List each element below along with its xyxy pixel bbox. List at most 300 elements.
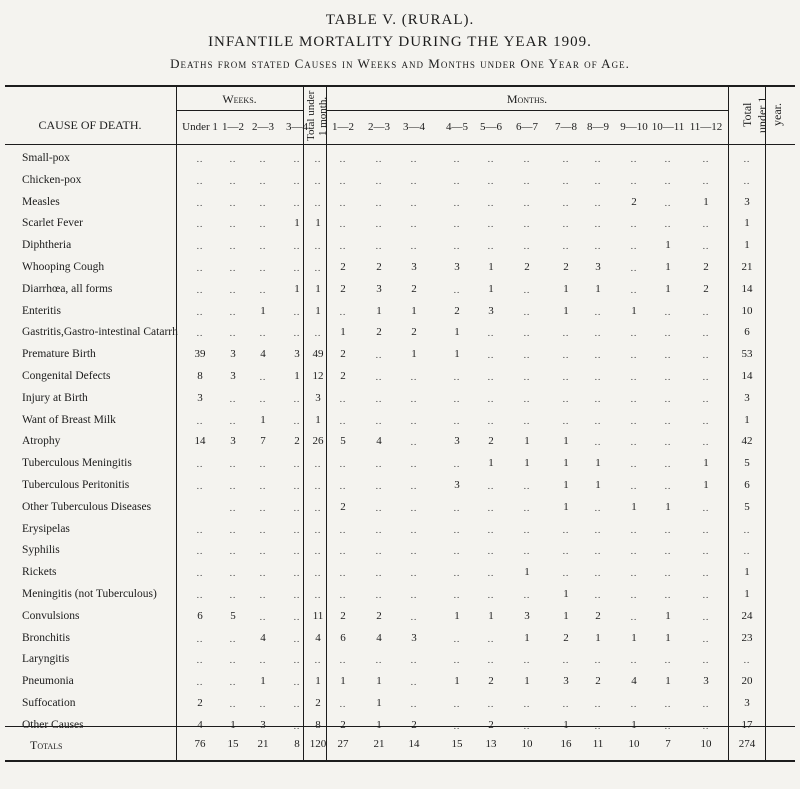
table-cell: 1 bbox=[376, 675, 382, 688]
week-col-header: 1—2 bbox=[222, 121, 244, 133]
table-cell: .. bbox=[410, 568, 418, 579]
table-cell: .. bbox=[702, 372, 710, 382]
bottom-rule bbox=[5, 760, 795, 762]
row-label: Injury at Birth bbox=[22, 391, 88, 404]
table-cell: .. bbox=[293, 393, 301, 404]
table-cell: .. bbox=[259, 284, 267, 295]
table-cell: 3 bbox=[454, 261, 460, 273]
table-cell: 2 bbox=[376, 326, 382, 339]
table-cell: .. bbox=[453, 590, 461, 600]
table-cell: 2 bbox=[340, 348, 346, 361]
table-cell: .. bbox=[410, 524, 418, 535]
table-subtitle: INFANTILE MORTALITY DURING THE YEAR 1909. bbox=[208, 34, 592, 50]
table-cell: .. bbox=[594, 415, 602, 426]
table-cell: .. bbox=[293, 590, 301, 600]
table-cell: .. bbox=[562, 350, 570, 361]
table-cell: .. bbox=[594, 502, 602, 513]
table-cell: 24 bbox=[741, 609, 753, 622]
table-cell: .. bbox=[293, 568, 301, 579]
table-cell: .. bbox=[487, 655, 495, 666]
table-cell: 1 bbox=[665, 282, 671, 295]
table-cell: .. bbox=[229, 633, 237, 644]
table-cell: .. bbox=[196, 306, 204, 317]
table-cell: .. bbox=[664, 481, 672, 491]
table-cell: .. bbox=[702, 393, 710, 404]
table-cell: .. bbox=[293, 677, 301, 688]
table-cell: 1 bbox=[454, 675, 460, 688]
table-cell: 1 bbox=[703, 457, 709, 470]
table-cell: 1 bbox=[315, 217, 321, 230]
month-col-header: 8—9 bbox=[587, 121, 609, 133]
table-cell: 4 bbox=[376, 631, 382, 644]
table-cell: 5 bbox=[340, 435, 346, 448]
table-cell: 1 bbox=[524, 435, 530, 448]
table-cell: 3 bbox=[454, 479, 460, 491]
table-cell: .. bbox=[314, 546, 322, 557]
row-label: Pneumonia bbox=[22, 675, 74, 688]
table-cell: 12 bbox=[312, 370, 324, 382]
table-cell: 4 bbox=[260, 348, 266, 361]
table-cell: .. bbox=[562, 415, 570, 426]
table-cell: .. bbox=[453, 546, 461, 557]
table-cell: .. bbox=[229, 568, 237, 579]
table-cell: .. bbox=[562, 524, 570, 535]
table-cell: .. bbox=[375, 372, 383, 382]
table-cell: 2 bbox=[631, 195, 637, 208]
table-cell: .. bbox=[453, 699, 461, 709]
table-cell: .. bbox=[523, 524, 531, 535]
row-label: Want of Breast Milk bbox=[22, 413, 116, 426]
table-cell: 1 bbox=[454, 326, 460, 339]
table-cell: 1 bbox=[315, 304, 321, 317]
table-cell: .. bbox=[375, 655, 383, 666]
table-cell: .. bbox=[453, 154, 461, 164]
table-cell: .. bbox=[702, 415, 710, 426]
month-col-header: 2—3 bbox=[368, 121, 390, 133]
month-col-header: 10—11 bbox=[651, 121, 685, 133]
table-cell: 14 bbox=[741, 370, 753, 382]
row-label: Rickets bbox=[22, 566, 57, 579]
table-cell: 3 bbox=[376, 282, 382, 295]
table-cell: 6 bbox=[197, 609, 203, 622]
table-cell: 1 bbox=[703, 195, 709, 208]
table-cell: .. bbox=[523, 372, 531, 382]
table-cell: .. bbox=[410, 219, 418, 230]
table-cell: .. bbox=[196, 241, 204, 252]
table-cell: .. bbox=[523, 655, 531, 666]
table-cell: 1 bbox=[595, 631, 601, 644]
table-cell: .. bbox=[259, 372, 267, 382]
table-cell: .. bbox=[453, 720, 461, 731]
table-cell: .. bbox=[487, 350, 495, 361]
table-cell: 5 bbox=[230, 609, 236, 622]
table-cell: .. bbox=[702, 306, 710, 317]
table-cell: .. bbox=[562, 568, 570, 579]
row-label: Measles bbox=[22, 195, 60, 208]
month-col-header: 11—12 bbox=[689, 121, 723, 133]
table-cell: .. bbox=[339, 393, 347, 404]
week-col-header: 2—3 bbox=[252, 121, 274, 133]
table-cell: .. bbox=[339, 568, 347, 579]
row-label: Other Tuberculous Diseases bbox=[22, 500, 152, 513]
table-cell: 2 bbox=[376, 261, 382, 273]
table-cell: 3 bbox=[230, 435, 236, 448]
table-cell: .. bbox=[453, 393, 461, 404]
table-cell: .. bbox=[196, 546, 204, 557]
table-cell: .. bbox=[453, 633, 461, 644]
table-cell: 3 bbox=[703, 675, 709, 688]
table-cell: .. bbox=[229, 481, 237, 491]
table-title: TABLE V. (RURAL). bbox=[325, 12, 475, 28]
table-cell: .. bbox=[743, 546, 751, 557]
table-cell: .. bbox=[410, 611, 418, 622]
table-cell: .. bbox=[594, 241, 602, 252]
table-cell: .. bbox=[630, 154, 638, 164]
totals-cell: 10 bbox=[700, 738, 712, 750]
table-cell: .. bbox=[314, 154, 322, 164]
table-cell: .. bbox=[594, 524, 602, 535]
row-label: Laryngitis bbox=[22, 653, 70, 666]
table-cell: 1 bbox=[631, 718, 637, 731]
table-cell: 1 bbox=[563, 718, 569, 731]
table-cell: .. bbox=[229, 415, 237, 426]
table-cell: .. bbox=[314, 481, 322, 491]
table-cell: .. bbox=[339, 306, 347, 317]
weeks-header: Weeks. bbox=[222, 92, 257, 106]
table-cell: .. bbox=[562, 328, 570, 339]
table-cell: .. bbox=[487, 372, 495, 382]
table-cell: .. bbox=[375, 197, 383, 208]
table-cell: .. bbox=[259, 328, 267, 339]
table-cell: .. bbox=[594, 546, 602, 557]
table-cell: 5 bbox=[744, 457, 750, 470]
table-cell: .. bbox=[562, 655, 570, 666]
table-cell: .. bbox=[630, 459, 638, 470]
table-cell: .. bbox=[523, 284, 531, 295]
table-cell: .. bbox=[339, 154, 347, 164]
table-cell: .. bbox=[594, 175, 602, 186]
table-cell: .. bbox=[229, 284, 237, 295]
table-cell: .. bbox=[630, 568, 638, 579]
table-cell: .. bbox=[453, 175, 461, 186]
table-cell: .. bbox=[339, 590, 347, 600]
table-cell: .. bbox=[339, 546, 347, 557]
table-cell: .. bbox=[487, 699, 495, 709]
table-cell: 1 bbox=[563, 435, 569, 448]
column-divider bbox=[728, 86, 729, 760]
table-cell: .. bbox=[562, 372, 570, 382]
table-cell: .. bbox=[314, 197, 322, 208]
table-cell: .. bbox=[196, 655, 204, 666]
table-cell: .. bbox=[314, 263, 322, 273]
table-cell: .. bbox=[293, 611, 301, 622]
table-cell: .. bbox=[562, 175, 570, 186]
table-cell: .. bbox=[487, 415, 495, 426]
table-cell: .. bbox=[702, 590, 710, 600]
table-cell: 1 bbox=[665, 609, 671, 622]
table-cell: .. bbox=[664, 350, 672, 361]
table-cell: 3 bbox=[197, 391, 203, 404]
weeks-subrule bbox=[176, 110, 303, 111]
table-cell: .. bbox=[259, 241, 267, 252]
table-cell: .. bbox=[630, 372, 638, 382]
table-cell: 4 bbox=[376, 435, 382, 448]
table-cell: .. bbox=[229, 197, 237, 208]
table-cell: .. bbox=[453, 372, 461, 382]
table-cell: .. bbox=[487, 175, 495, 186]
totals-cell: 7 bbox=[665, 738, 671, 750]
table-cell: .. bbox=[630, 415, 638, 426]
table-cell: .. bbox=[339, 415, 347, 426]
table-cell: .. bbox=[339, 481, 347, 491]
table-cell: .. bbox=[375, 219, 383, 230]
table-cell: .. bbox=[562, 546, 570, 557]
table-cell: 5 bbox=[744, 500, 750, 513]
table-cell: .. bbox=[664, 546, 672, 557]
table-cell: .. bbox=[743, 175, 751, 186]
totals-cell: 27 bbox=[337, 738, 349, 750]
table-cell: .. bbox=[259, 481, 267, 491]
table-cell: 1 bbox=[744, 217, 750, 230]
table-cell: 2 bbox=[340, 261, 346, 273]
table-cell: .. bbox=[410, 481, 418, 491]
table-cell: .. bbox=[229, 590, 237, 600]
total-month-header: Total under 1 month. bbox=[305, 90, 329, 142]
table-cell: 6 bbox=[744, 479, 750, 491]
table-cell: .. bbox=[453, 197, 461, 208]
table-cell: 3 bbox=[315, 391, 321, 404]
table-cell: 1 bbox=[376, 697, 382, 709]
table-cell: .. bbox=[523, 415, 531, 426]
table-cell: 1 bbox=[744, 239, 750, 252]
table-cell: .. bbox=[229, 175, 237, 186]
table-cell: .. bbox=[410, 546, 418, 557]
table-cell: .. bbox=[293, 481, 301, 491]
table-cell: 1 bbox=[563, 588, 569, 600]
table-cell: .. bbox=[594, 568, 602, 579]
table-cell: 1 bbox=[294, 282, 300, 295]
table-cell: .. bbox=[664, 590, 672, 600]
table-cell: .. bbox=[487, 546, 495, 557]
table-cell: .. bbox=[375, 546, 383, 557]
table-cell: 1 bbox=[631, 304, 637, 317]
table-cell: .. bbox=[664, 437, 672, 448]
months-subrule bbox=[326, 110, 728, 111]
table-cell: .. bbox=[229, 459, 237, 470]
table-cell: 1 bbox=[563, 304, 569, 317]
table-cell: .. bbox=[293, 699, 301, 709]
table-cell: 20 bbox=[741, 675, 753, 688]
table-cell: .. bbox=[314, 655, 322, 666]
table-cell: .. bbox=[594, 328, 602, 339]
table-cell: .. bbox=[594, 590, 602, 600]
table-cell: .. bbox=[293, 263, 301, 273]
table-cell: 1 bbox=[315, 413, 321, 426]
table-cell: .. bbox=[630, 546, 638, 557]
table-cell: 3 bbox=[411, 631, 417, 644]
table-cell: .. bbox=[314, 459, 322, 470]
table-cell: .. bbox=[229, 393, 237, 404]
table-cell: .. bbox=[293, 524, 301, 535]
table-cell: 3 bbox=[454, 435, 460, 448]
top-rule bbox=[5, 85, 795, 87]
table-cell: .. bbox=[293, 241, 301, 252]
table-cell: .. bbox=[487, 328, 495, 339]
table-cell: 6 bbox=[744, 326, 750, 339]
table-cell: .. bbox=[487, 241, 495, 252]
table-cell: 14 bbox=[741, 282, 753, 295]
table-cell: 2 bbox=[595, 609, 601, 622]
table-cell: .. bbox=[410, 393, 418, 404]
months-header: Months. bbox=[506, 92, 548, 106]
row-label: Diarrhœa, all forms bbox=[22, 282, 113, 295]
table-cell: .. bbox=[375, 459, 383, 470]
table-cell: 1 bbox=[376, 718, 382, 731]
table-cell: 23 bbox=[741, 631, 753, 644]
table-cell: .. bbox=[259, 219, 267, 230]
table-cell: .. bbox=[259, 502, 267, 513]
row-label: Chicken-pox bbox=[22, 173, 82, 186]
totals-cell: 16 bbox=[560, 738, 572, 750]
table-cell: 53 bbox=[741, 348, 753, 361]
month-col-header: 6—7 bbox=[516, 121, 538, 133]
table-cell: .. bbox=[196, 154, 204, 164]
row-label: Whooping Cough bbox=[22, 261, 105, 273]
table-cell: .. bbox=[664, 720, 672, 731]
table-cell: .. bbox=[453, 284, 461, 295]
totals-cell: 10 bbox=[521, 738, 533, 750]
table-cell: 1 bbox=[524, 631, 530, 644]
table-cell: 8 bbox=[315, 718, 321, 731]
table-cell: 3 bbox=[230, 348, 236, 361]
table-cell: 2 bbox=[563, 261, 569, 273]
table-cell: .. bbox=[487, 633, 495, 644]
table-cell: 2 bbox=[340, 370, 346, 382]
totals-cell: 13 bbox=[485, 738, 497, 750]
table-cell: .. bbox=[453, 502, 461, 513]
table-cell: .. bbox=[410, 154, 418, 164]
table-cell: .. bbox=[293, 459, 301, 470]
table-cell: .. bbox=[259, 263, 267, 273]
table-cell: 1 bbox=[563, 282, 569, 295]
table-cell: 3 bbox=[744, 391, 750, 404]
totals-cell: 10 bbox=[628, 738, 640, 750]
table-cell: 26 bbox=[312, 435, 324, 448]
row-label: Tuberculous Meningitis bbox=[22, 457, 132, 470]
table-cell: 2 bbox=[340, 500, 346, 513]
table-cell: .. bbox=[743, 655, 751, 666]
table-cell: .. bbox=[664, 393, 672, 404]
table-cell: .. bbox=[375, 524, 383, 535]
table-cell: .. bbox=[664, 154, 672, 164]
table-cell: 1 bbox=[411, 304, 417, 317]
table-cell: .. bbox=[453, 219, 461, 230]
table-caption: Deaths from stated Causes in Weeks and Months under One Year of Age. bbox=[170, 56, 630, 71]
table-cell: .. bbox=[630, 263, 638, 273]
table-cell: .. bbox=[375, 590, 383, 600]
table-cell: .. bbox=[664, 175, 672, 186]
table-cell: .. bbox=[339, 699, 347, 709]
table-cell: .. bbox=[229, 502, 237, 513]
table-cell: .. bbox=[229, 241, 237, 252]
table-cell: 1 bbox=[665, 500, 671, 513]
row-label: Convulsions bbox=[22, 609, 80, 622]
table-cell: 7 bbox=[260, 435, 266, 448]
table-cell: 1 bbox=[488, 457, 494, 470]
table-cell: .. bbox=[562, 197, 570, 208]
table-cell: .. bbox=[229, 655, 237, 666]
table-cell: 2 bbox=[411, 326, 417, 339]
totals-cell: 15 bbox=[227, 738, 239, 750]
column-divider bbox=[176, 86, 177, 760]
table-cell: 1 bbox=[703, 479, 709, 491]
table-cell: .. bbox=[229, 524, 237, 535]
table-cell: .. bbox=[229, 306, 237, 317]
table-cell: 11 bbox=[312, 609, 324, 622]
table-cell: .. bbox=[594, 350, 602, 361]
table-cell: .. bbox=[523, 502, 531, 513]
table-cell: 10 bbox=[741, 304, 753, 317]
table-cell: 3 bbox=[744, 195, 750, 208]
table-cell: .. bbox=[523, 481, 531, 491]
table-cell: 2 bbox=[411, 282, 417, 295]
table-cell: .. bbox=[702, 611, 710, 622]
table-cell: .. bbox=[229, 328, 237, 339]
table-cell: 3 bbox=[595, 261, 601, 273]
table-cell: .. bbox=[702, 154, 710, 164]
table-cell: 1 bbox=[294, 370, 300, 382]
totals-cell: 274 bbox=[738, 738, 756, 750]
table-cell: 1 bbox=[595, 457, 601, 470]
table-cell: .. bbox=[410, 175, 418, 186]
row-label: Premature Birth bbox=[22, 348, 96, 361]
table-cell: .. bbox=[630, 699, 638, 709]
table-cell: 1 bbox=[665, 675, 671, 688]
table-cell: .. bbox=[293, 415, 301, 426]
table-cell: .. bbox=[523, 350, 531, 361]
table-cell: .. bbox=[702, 328, 710, 339]
month-col-header: 7—8 bbox=[555, 121, 577, 133]
table-cell: .. bbox=[259, 655, 267, 666]
table-cell: 1 bbox=[488, 282, 494, 295]
table-cell: .. bbox=[630, 481, 638, 491]
table-cell: .. bbox=[293, 655, 301, 666]
table-cell: 2 bbox=[524, 261, 530, 273]
row-label: Scarlet Fever bbox=[22, 217, 83, 230]
table-cell: .. bbox=[229, 263, 237, 273]
table-cell: .. bbox=[562, 393, 570, 404]
table-cell: .. bbox=[339, 524, 347, 535]
table-cell: .. bbox=[487, 393, 495, 404]
table-cell: .. bbox=[594, 699, 602, 709]
table-cell: .. bbox=[196, 677, 204, 688]
table-cell: .. bbox=[743, 524, 751, 535]
table-cell: .. bbox=[259, 459, 267, 470]
table-cell: 1 bbox=[563, 457, 569, 470]
table-cell: .. bbox=[664, 568, 672, 579]
table-cell: .. bbox=[562, 699, 570, 709]
table-cell: 1 bbox=[488, 609, 494, 622]
table-cell: .. bbox=[410, 590, 418, 600]
table-cell: 2 bbox=[563, 631, 569, 644]
table-cell: .. bbox=[630, 437, 638, 448]
table-cell: .. bbox=[702, 437, 710, 448]
row-label: Enteritis bbox=[22, 304, 61, 317]
table-cell: 2 bbox=[454, 304, 460, 317]
table-cell: .. bbox=[702, 568, 710, 579]
table-cell: 3 bbox=[563, 675, 569, 688]
table-cell: .. bbox=[339, 197, 347, 208]
